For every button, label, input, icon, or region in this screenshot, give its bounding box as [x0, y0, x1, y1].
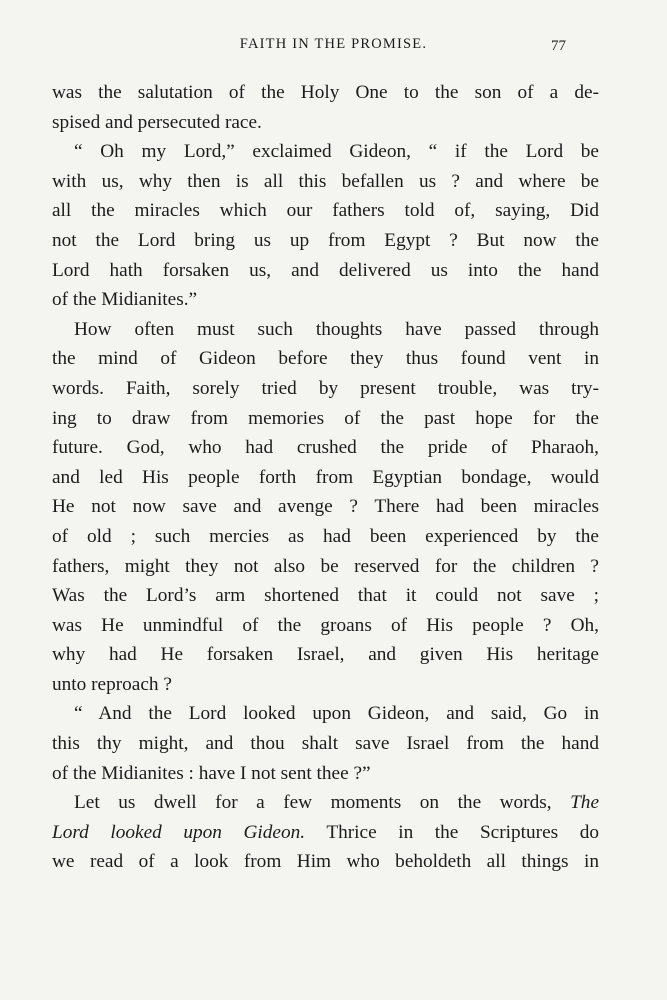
text-line: of the Midianites.” [52, 289, 198, 311]
text-line: we read of a look from Him who beholdeth all things in [52, 851, 599, 873]
text-line: ing to draw from memories of the past hope for the [52, 407, 599, 429]
text-line: this thy might, and thou shalt save Israel from the hand [52, 733, 599, 755]
text-line: and led His people forth from Egyptian bondage, would [52, 466, 599, 488]
text-line: why had He forsaken Israel, and given His heritage [52, 644, 599, 666]
text-line: with us, why then is all this befallen us ? and where be [52, 170, 599, 192]
text-line: spised and persecuted race. [52, 111, 262, 133]
text-run: Let us dwell for a few moments on the words, [74, 792, 571, 814]
text-line: the mind of Gideon before they thus found vent in [52, 348, 599, 370]
text-line: Was the Lord’s arm shortened that it could not save ; [52, 585, 599, 607]
text-line: Lord hath forsaken us, and delivered us into the hand [52, 259, 599, 281]
italic-text: The [570, 792, 599, 814]
italic-text: Lord looked upon Gideon. [52, 821, 306, 843]
text-line [52, 788, 599, 818]
text-line: not the Lord bring us up from Egypt ? But now the [52, 229, 599, 251]
text-run: Thrice in the Scriptures do [305, 821, 599, 843]
text-line: fathers, might they not also be reserved for the children ? [52, 555, 599, 577]
page-number: 77 [551, 38, 566, 54]
text-line: future. God, who had crushed the pride of Pharaoh, [52, 437, 599, 459]
text-line: He not now save and avenge ? There had been miracles [52, 496, 599, 518]
text-line: all the miracles which our fathers told of, saying, Did [52, 200, 599, 222]
text-line: of old ; such mercies as had been experienced by the [52, 525, 599, 547]
text-line: of the Midianites : have I not sent thee ?” [52, 762, 371, 784]
text-line: was the salutation of the Holy One to the son of a de- [52, 82, 599, 103]
text-line: “ Oh my Lord,” exclaimed Gideon, “ if the Lord be [74, 141, 599, 163]
text-line: unto reproach ? [52, 673, 172, 695]
text-line: words. Faith, sorely tried by present trouble, was try- [52, 377, 599, 399]
running-title: FAITH IN THE PROMISE. [239, 36, 428, 52]
text-line: was He unmindful of the groans of His people ? Oh, [52, 614, 599, 636]
body-text [52, 78, 599, 877]
running-header [0, 36, 667, 60]
text-line: “ And the Lord looked upon Gideon, and said, Go in [74, 703, 599, 725]
text-line: How often must such thoughts have passed through [74, 318, 599, 340]
text-line [52, 818, 599, 848]
